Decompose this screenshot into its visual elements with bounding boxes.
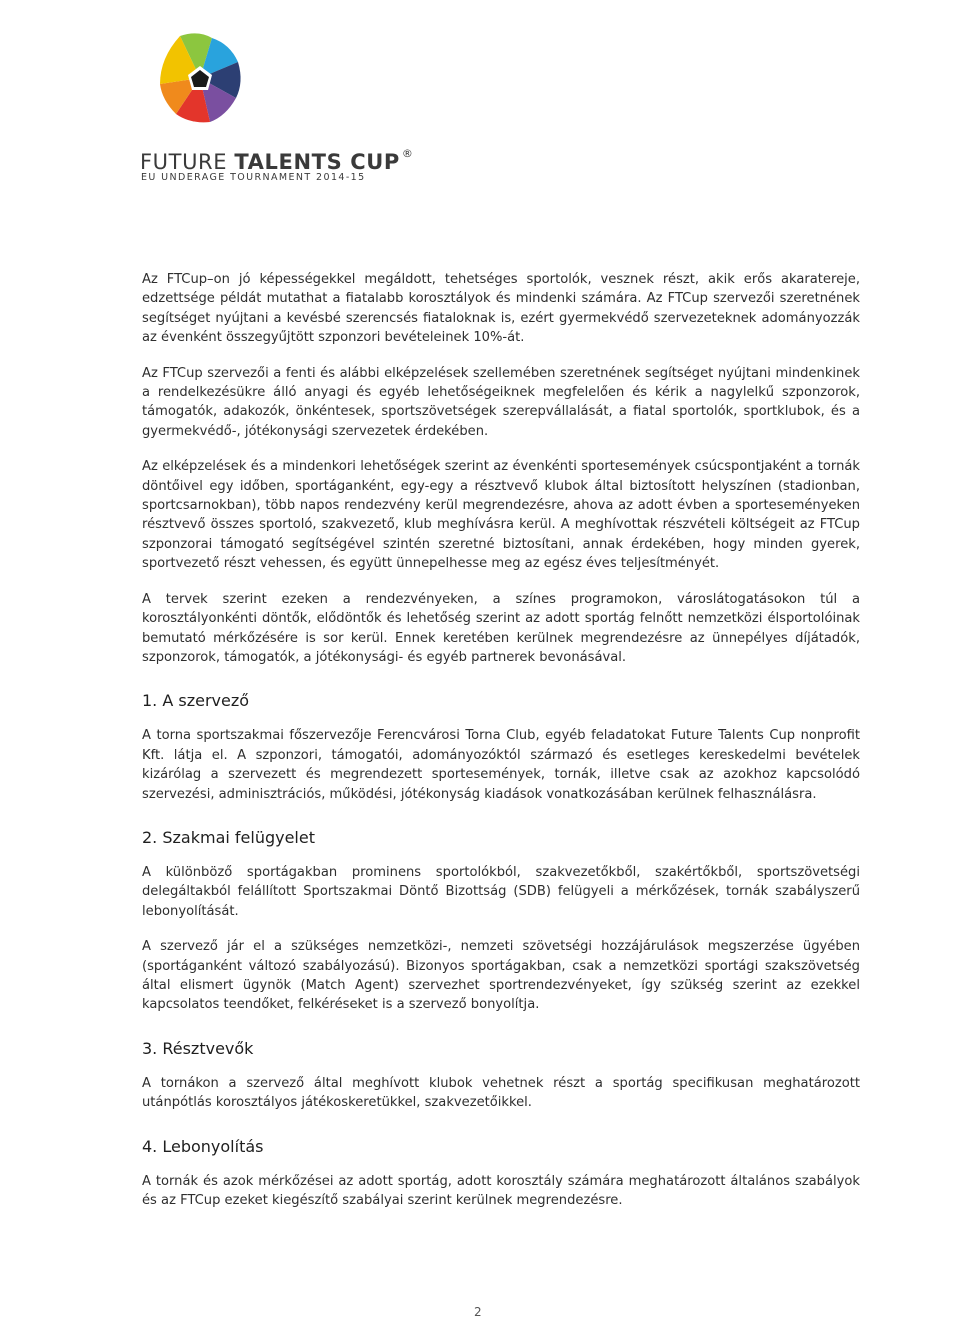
intro-paragraph: Az elképzelések és a mindenkori lehetőségek szerint az évenkénti sportesemények csúcspontjaként a tornák döntőivel egy időben, sportáganként, egy-egy a résztvevő klubok által biztosított helyszínen (stadionban, sportcsarnokban), több napos rendezvény kerül megrendezésre, ahova az adott évben a sporteseményeken résztvevő összes sportoló, szakvezető, klub meghívásra kerül. A meghívottak részvételi költségeit az FTCup szponzorai támogató segítségével szintén szeretné biztosítani, annak érdekében, hogy minden gyerek, sportvezető részt vehessen, és együtt ünnepelhesse meg az egész éves teljesítményét. bbox=[142, 459, 860, 572]
section-paragraph: A tornákon a szervező által meghívott klubok vehetnek részt a sportág specifikusan meghatározott utánpótlás korosztályos játékoskeretükkel, szakvezetőikkel. bbox=[142, 1075, 860, 1111]
intro-paragraph: A tervek szerint ezeken a rendezvényeken, a színes programokon, városlátogatásokon túl a korosztályonkénti döntők, elődöntők és lehetőség szerint az adott sportág felnőtt nemzetközi élsportolóinak bemutató mérkőzésére is sor kerül. Ennek keretében kerülnek megrendezésre az ünnepélyes díjátadók, szponzorok, támogatók, a jótékonysági- és egyéb partnerek bevonásával. bbox=[142, 591, 860, 665]
intro-paragraph: Az FTCup szervezői a fenti és alábbi elképzelések szellemében szeretnének segítséget nyújtani mindenkinek a rendelkezésükre álló anyagi és egyéb lehetőségeiknek megfelelően és kérik a nagylelkű szponzorok, támogatók, adakozók, önkéntesek, sportszövetségek szerepvállalását, a fiatal sportolók, sportklubok, és a gyermekvédő-, jótékonysági szervezetek érdekében. bbox=[142, 365, 860, 439]
brand-prefix: FUTURE bbox=[140, 150, 228, 174]
section-heading-organizer: 1. A szervező bbox=[142, 691, 250, 711]
section-paragraph: A különböző sportágakban prominens sportolókból, szakvezetőkből, szakértőkből, sportszövetségi delegáltakból felállított Sportszakmai Döntő Bizottság (SDB) felügyeli a mérkőzések, tornák szabályszerű lebonyolítását. bbox=[142, 864, 860, 919]
section-paragraph: A tornák és azok mérkőzései az adott sportág, adott korosztály számára meghatározott általános szabályok és az FTCup ezeket kiegészítő szabályai szerint kerülnek megrendezésre. bbox=[142, 1173, 860, 1208]
section-paragraph: A torna sportszakmai főszervezője Ferencvárosi Torna Club, egyéb feladatokat Future Talents Cup nonprofit Kft. látja el. A szponzori, támogatói, adományozóktól származó és esetleges kereskedelmi bevételek kizárólag a szervezett és megrendezett sportesemények, tornák, illetve csak az azokhoz kapcsolódó szervezési, adminisztrációs, működési, jótékonyság kiadások vonatkozásában kerülnek felhasználásra. bbox=[142, 728, 860, 802]
ftcup-ball-logo-icon bbox=[150, 28, 250, 128]
brand-bold: TALENTS CUP bbox=[234, 150, 400, 174]
intro-paragraph: Az FTCup–on jó képességekkel megáldott, tehetséges sportolók, vesznek részt, akik erős akaratereje, edzettsége példát mutathat a fiatalabb korosztályok és mindenki számára. Az FTCup szervezői szeretnének segítséget nyújtani a kevésbé szerencsés fiataloknak is, ezért gyermekvédő szervezeteknek adományozzák az évenként összegyűjtött szponzori bevételeinek 10%-át. bbox=[142, 272, 860, 346]
registered-mark: ® bbox=[401, 147, 414, 160]
brand-subtitle: EU UNDERAGE TOURNAMENT 2014-15 bbox=[141, 172, 366, 183]
section-paragraph: A szervező jár el a szükséges nemzetközi-, nemzeti szövetségi hozzájárulások megszerzése ügyében (sportáganként változó szabályozású). Bizonyos sportágakban, csak a nemzetközi sportági szakszövetség által elismert ügynök (Match Agent) szervezhet sportrendezvényeket, így szükség szerint az ezekkel kapcsolatos teendőket, felkéréseket is a szervező bonyolítja. bbox=[142, 939, 860, 1013]
section-heading-execution: 4. Lebonyolítás bbox=[142, 1136, 264, 1156]
brand-title bbox=[140, 142, 413, 174]
document-body bbox=[142, 270, 860, 1226]
page-number: 2 bbox=[474, 1305, 482, 1319]
section-heading-supervision: 2. Szakmai felügyelet bbox=[142, 827, 315, 847]
section-heading-participants: 3. Résztvevők bbox=[142, 1038, 254, 1058]
